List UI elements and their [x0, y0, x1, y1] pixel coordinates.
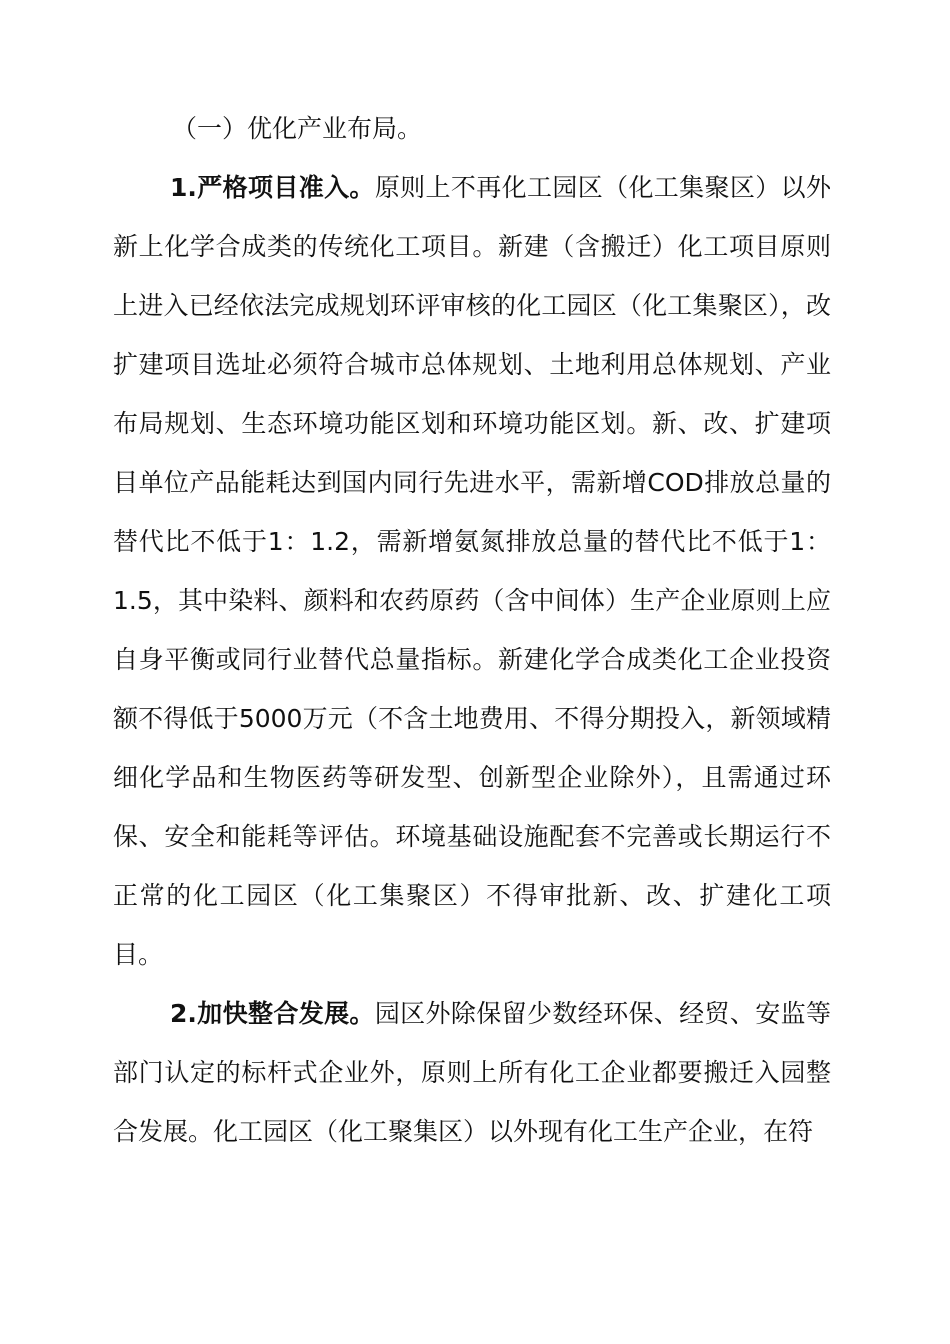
paragraph-text: 原则上不再化工园区（化工集聚区）以外新上化学合成类的传统化工项目。新建（含搬迁）化工项目原则上进入已经依法完成规划环评审核的化工园区（化工集聚区），改扩建项目选址必须符合城市总体规划、土地利用总体规划、产业布局规划、生态环境功能区划和环境功能区划。新、改、扩建项目单位产品能耗达到国内同行先进水平，需新增COD排放总量的替代比不低于1：1.2，需新增氨氮排放总量的替代比不低于1：1.5，其中染料、颜料和农药原药（含中间体）生产企业原则上应自身平衡或同行业替代总量指标。新建化学合成类化工企业投资额不得低于5000万元（不含土地费用、不得分期投入，新领域精细化学品和生物医药等研发型、创新型企业除外），且需通过环保、安全和能耗等评估。环境基础设施配套不完善或长期运行不正常的化工园区（化工集聚区）不得审批新、改、扩建化工项目。: [113, 173, 831, 969]
paragraph-lead-title: 2.加快整合发展。: [170, 999, 375, 1028]
paragraph-integration: [113, 984, 831, 1161]
paragraph-lead-title: 1.严格项目准入。: [170, 173, 375, 202]
section-heading: （一）优化产业布局。: [172, 114, 423, 143]
document-body: [113, 99, 831, 1161]
paragraph-project-access: [113, 158, 831, 984]
paragraph-text: 园区外除保留少数经环保、经贸、安监等部门认定的标杆式企业外，原则上所有化工企业都要搬迁入园整合发展。化工园区（化工聚集区）以外现有化工生产企业，在符: [113, 999, 831, 1146]
